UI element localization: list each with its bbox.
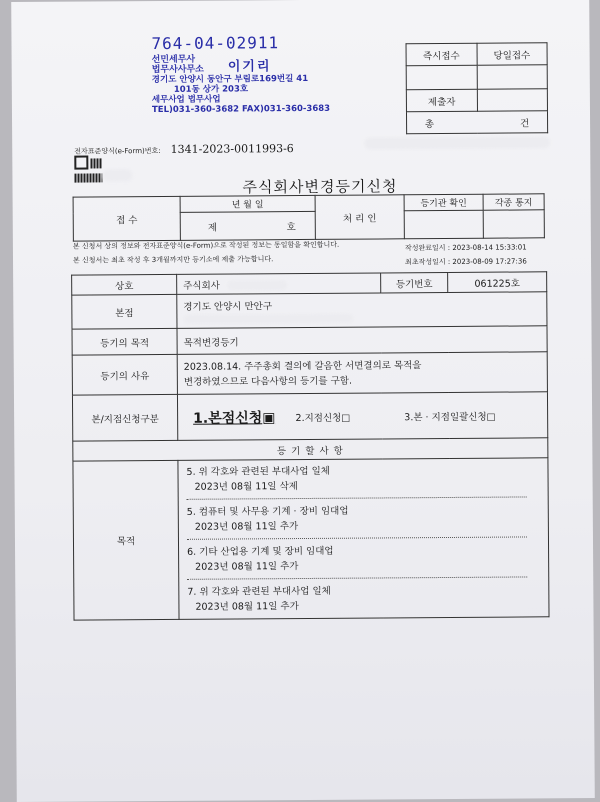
purpose-label: 등기의 목적 xyxy=(72,328,177,355)
redaction-mark xyxy=(227,280,287,290)
reason-label: 등기의 사유 xyxy=(72,354,177,395)
reception-label: 접 수 xyxy=(73,196,180,241)
qr-code-icon xyxy=(74,155,88,169)
document-title: 주식회사변경등기신청 xyxy=(242,177,398,197)
list-item: 5. 컴퓨터 및 사무용 기계 · 장비 임대업 2023년 08월 11일 추가 xyxy=(187,502,527,539)
stamp-tel: TEL)031-360-3682 FAX)031-360-3683 xyxy=(151,103,331,116)
trade-name-cell xyxy=(177,273,381,294)
reception-date: 년 월 일 xyxy=(180,195,315,212)
purpose-value: 목적변경등기 xyxy=(177,326,547,355)
reason-cell xyxy=(177,352,547,395)
reception-grid xyxy=(73,193,545,241)
redaction-mark xyxy=(102,169,132,181)
receipt-box xyxy=(406,42,549,134)
stamp-address1: 경기도 안양시 동안구 부림로169번길 41 xyxy=(151,73,309,86)
notices-label: 각종 통지 xyxy=(483,194,544,210)
redaction-mark xyxy=(183,314,353,324)
office-stamp xyxy=(151,33,352,115)
items-header: 등 기 할 사 항 xyxy=(73,438,548,461)
stamp-reg-number: 764-04-02911 xyxy=(151,33,280,54)
branch-option-branch: 2.지점신청□ xyxy=(295,412,351,424)
note-line2: 본 신청서는 최초 작성 후 3개월까지만 등기소에 제출 가능합니다. xyxy=(72,255,274,265)
stamp-person-name: 이기리 xyxy=(227,59,272,75)
application-table xyxy=(71,271,549,620)
eform-number: 1341-2023-0011993-6 xyxy=(170,142,294,156)
head-office-label: 본점 xyxy=(72,294,177,329)
trade-name-label: 상호 xyxy=(72,274,177,295)
receipt-total: 총 건 xyxy=(406,111,547,134)
barcode-icon xyxy=(90,158,102,168)
list-item: 6. 기타 산업용 기계 및 장비 임대업 2023년 08월 11일 추가 xyxy=(187,542,527,579)
items-label: 목적 xyxy=(73,460,179,620)
branch-type-label: 본/지점신청구분 xyxy=(72,394,177,441)
registry-check-label: 등기관 확인 xyxy=(404,194,483,211)
initial-datetime: 최초작성일시 : 2023-08-09 17:27:36 xyxy=(405,257,527,267)
receipt-submitter: 제출자 xyxy=(406,89,477,111)
receipt-immediate: 즉시접수 xyxy=(406,43,477,65)
stamp-office-line1: 선민세무사 xyxy=(151,54,196,66)
reason-line1: 2023.08.14. 주주총회 결의에 갈음한 서면결의로 목적을 xyxy=(183,359,422,373)
branch-type-cell xyxy=(177,392,547,441)
head-office-cell xyxy=(177,292,547,329)
stamp-office-line2: 법무사사무소 xyxy=(151,64,204,76)
redaction-mark xyxy=(364,136,550,149)
items-cell xyxy=(178,458,549,620)
stamp-address2: 101동 상가 203호 xyxy=(173,84,249,95)
created-datetime: 작성완료일시 : 2023-08-14 15:33:01 xyxy=(404,243,527,253)
head-office-value: 경기도 안양시 만안구 xyxy=(183,301,273,313)
stamp-office-line3: 세무사업 법무사업 xyxy=(151,94,221,106)
list-item: 7. 위 각호와 관련된 부대사업 일체 2023년 08월 11일 추가 xyxy=(187,585,331,613)
note-line1: 본 신청서 상의 정보와 전자표준양식(e-Form)으로 작성된 정보는 동일함을 확인합니다. xyxy=(72,240,340,251)
branch-option-headoffice: 1.본점신청▣ xyxy=(193,409,276,427)
barcode-strip-icon xyxy=(74,173,102,182)
trade-name-value: 주식회사 xyxy=(183,280,220,292)
checked-box-icon: ▣ xyxy=(262,409,276,426)
processor-label: 처 리 인 xyxy=(315,195,404,240)
reason-line2: 변경하였으므로 다음사항의 등기를 구함. xyxy=(183,375,352,388)
document-page xyxy=(11,0,595,802)
reg-number-value: 061225호 xyxy=(448,272,547,293)
reception-number: 제 호 xyxy=(180,211,315,240)
receipt-sameday: 당일접수 xyxy=(477,43,548,65)
reg-number-label: 등기번호 xyxy=(381,272,448,292)
items-list xyxy=(186,462,527,614)
eform-label: 전자표준양식(e-Form)번호: xyxy=(74,146,161,156)
list-item: 5. 위 각호와 관련된 부대사업 일체 2023년 08월 11일 삭제 xyxy=(186,462,526,499)
branch-option-both: 3.본 · 지점일괄신청□ xyxy=(404,411,496,423)
eform-row xyxy=(74,142,294,157)
